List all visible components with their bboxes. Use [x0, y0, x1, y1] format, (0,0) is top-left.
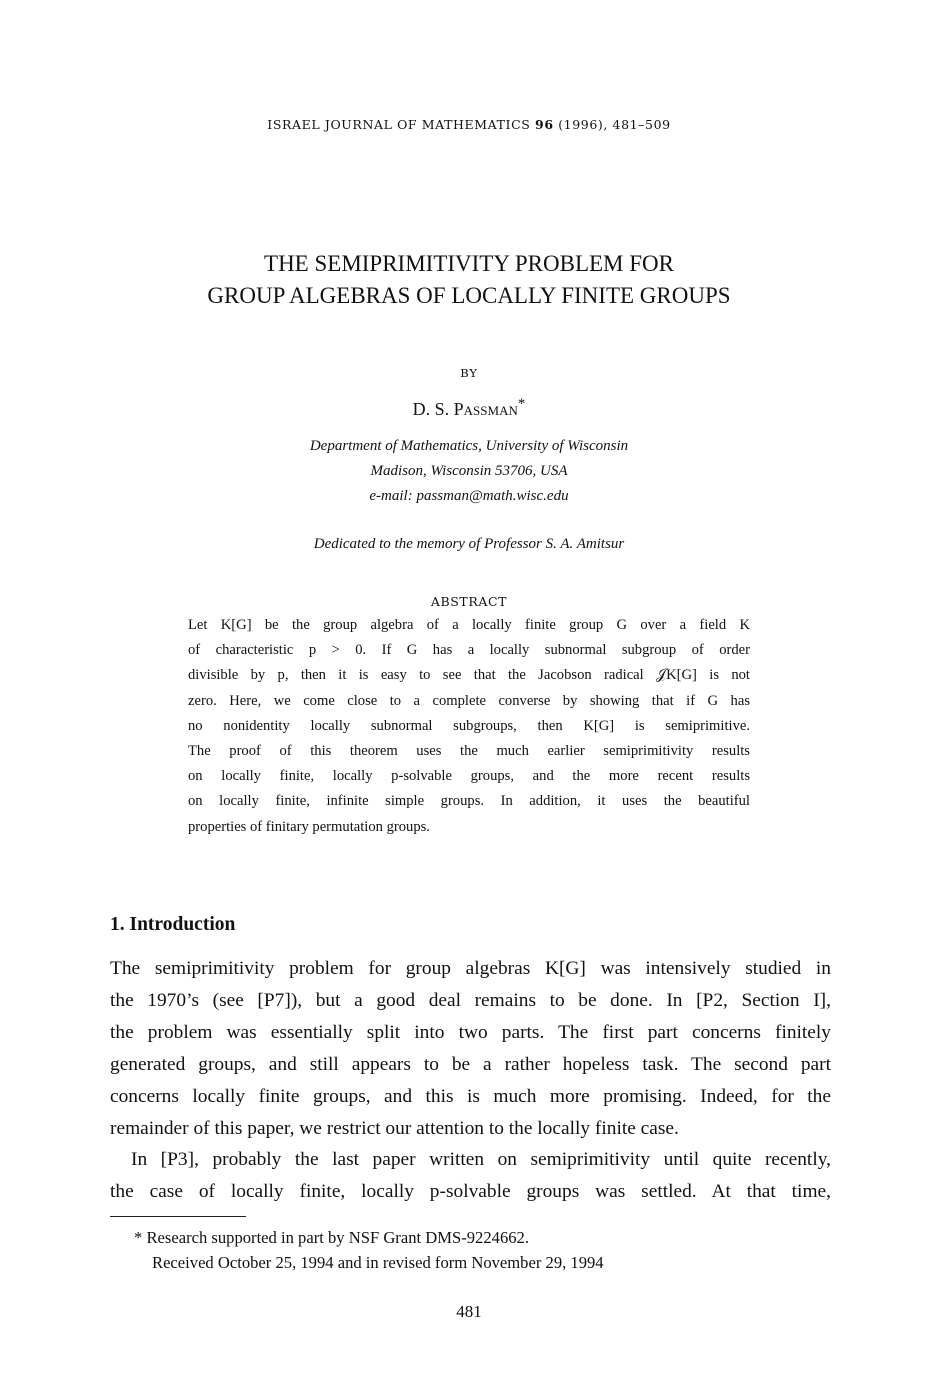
author-affiliation: [0, 434, 938, 509]
abstract-line: properties of finitary permutation groups.: [188, 818, 430, 835]
abstract-line: Let K[G] be the group algebra of a locally finite group G over a field K: [188, 617, 750, 633]
affiliation-email: e-mail: passman@math.wisc.edu: [369, 488, 569, 504]
abstract-line: zero. Here, we come close to a complete converse by showing that if G has: [188, 692, 750, 709]
section-heading-introduction: 1. Introduction: [110, 914, 236, 935]
body-line: the problem was essentially split into two parts. The first part concerns finitely: [110, 1022, 831, 1043]
author-initials: D. S.: [412, 399, 454, 419]
intro-paragraph-1: [110, 953, 831, 1145]
footnote-received: Received October 25, 1994 and in revised form November 29, 1994: [152, 1253, 604, 1272]
byline: BY: [460, 366, 478, 380]
body-line: The semiprimitivity problem for group algebras K[G] was intensively studied in: [110, 958, 831, 979]
author-name: [0, 396, 938, 420]
body-line: the case of locally finite, locally p-solvable groups was settled. At that time,: [110, 1181, 831, 1202]
journal-year-pages: (1996), 481–509: [558, 117, 671, 132]
abstract-line: The proof of this theorem uses the much earlier semiprimitivity results: [188, 743, 750, 760]
journal-volume: 96: [535, 117, 554, 132]
author-footnote-mark: *: [517, 396, 526, 412]
footnote-grant: * Research supported in part by NSF Grant DMS-9224662.: [134, 1228, 529, 1247]
title-line-1: THE SEMIPRIMITIVITY PROBLEM FOR: [264, 251, 674, 276]
abstract-line: divisible by p, then it is easy to see that the Jacobson radical 𝒥K[G] is not: [188, 667, 750, 684]
affiliation-line-2: Madison, Wisconsin 53706, USA: [370, 463, 568, 479]
journal-name: ISRAEL JOURNAL OF MATHEMATICS: [267, 117, 531, 132]
footnote-divider: [110, 1216, 246, 1217]
abstract-line: of characteristic p > 0. If G has a locally subnormal subgroup of order: [188, 642, 750, 659]
abstract-line: on locally finite, locally p-solvable groups, and the more recent results: [188, 768, 750, 785]
body-line: the 1970’s (see [P7]), but a good deal remains to be done. In [P2, Section I],: [110, 990, 831, 1011]
abstract-body: [188, 613, 750, 840]
author-surname: Passman: [453, 399, 518, 419]
body-line: generated groups, and still appears to be a rather hopeless task. The second part: [110, 1054, 831, 1075]
journal-header: [0, 117, 938, 132]
abstract-line: no nonidentity locally subnormal subgroups, then K[G] is semiprimitive.: [188, 717, 750, 734]
footnote: [134, 1225, 604, 1275]
affiliation-line-1: Department of Mathematics, University of Wisconsin: [309, 438, 629, 454]
body-line: In [P3], probably the last paper written on semiprimitivity until quite recently,: [131, 1149, 831, 1170]
page-number: 481: [456, 1302, 482, 1321]
body-line: remainder of this paper, we restrict our attention to the locally finite case.: [110, 1118, 679, 1139]
abstract-line: on locally finite, infinite simple groups. In addition, it uses the beautiful: [188, 793, 750, 810]
dedication: Dedicated to the memory of Professor S. A. Amitsur: [313, 536, 625, 552]
intro-paragraph-2: [110, 1144, 831, 1208]
paper-title: [0, 248, 938, 312]
abstract-heading: ABSTRACT: [430, 594, 508, 609]
body-line: concerns locally finite groups, and this is much more promising. Indeed, for the: [110, 1086, 831, 1107]
title-line-2: GROUP ALGEBRAS OF LOCALLY FINITE GROUPS: [207, 283, 731, 308]
